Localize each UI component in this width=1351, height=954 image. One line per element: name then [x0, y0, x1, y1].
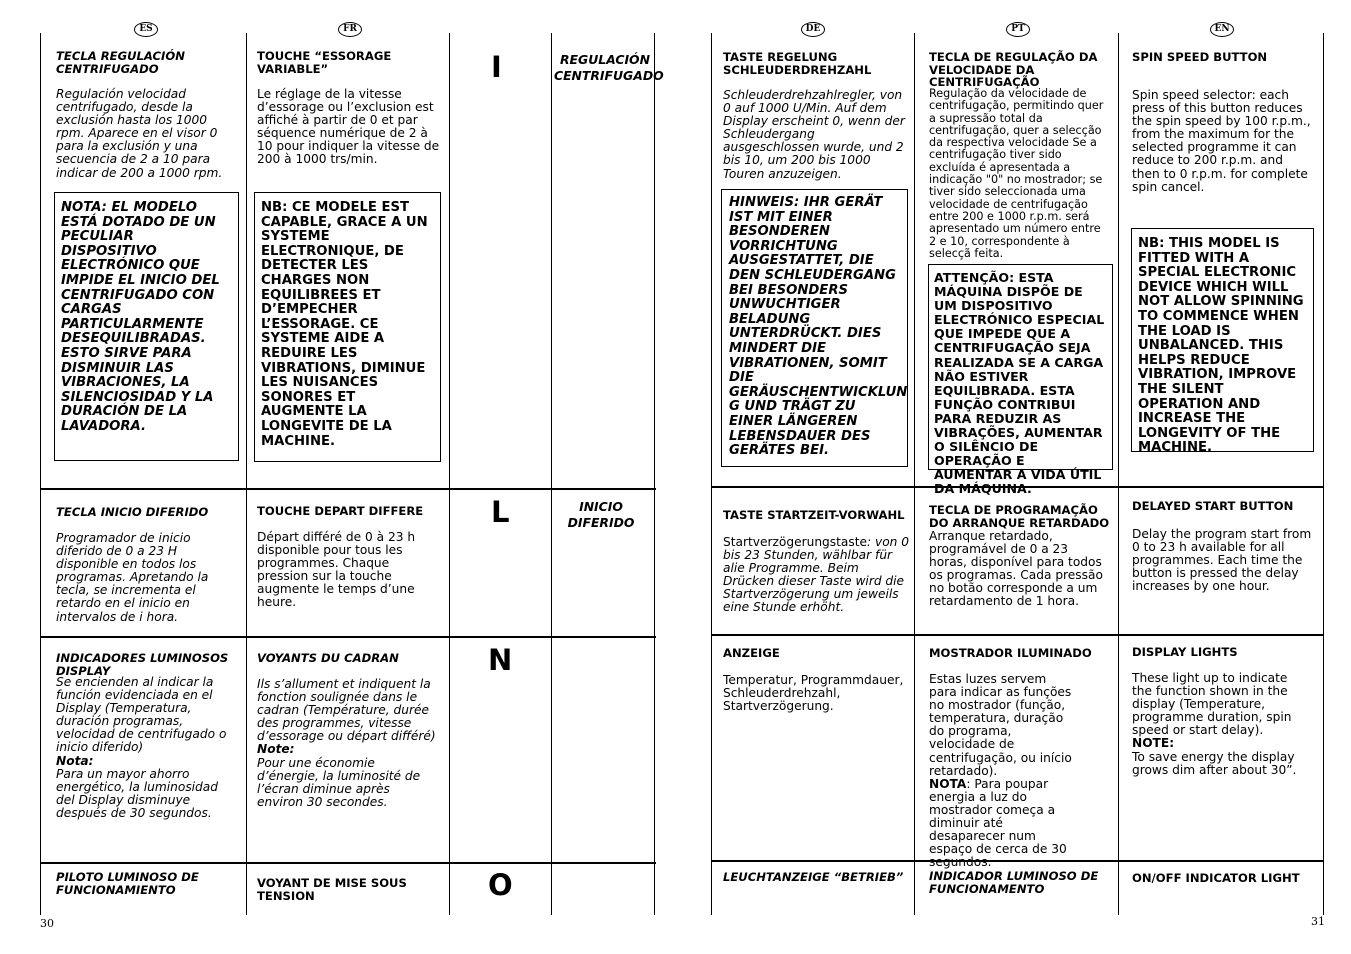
language-badge-de: DE [801, 22, 825, 37]
es-display-note: Para un mayor ahorro energético, la luminosidad del Display disminuye después de 30 segundos. [56, 766, 218, 820]
fr-delay-text: Départ différé de 0 à 23 h disponible pour tous les programmes. Chaque pression sur la touche augmente le temps d’une heure. [257, 530, 416, 610]
fr-display-text: Ils s’allument et indiquent la fonction soulignée dans le cadran (Température, durée des programmes, vitesse d’essorage ou départ différé) [257, 677, 436, 744]
pt-display-note: : Para poupar energia a luz do mostrador começa a diminuir até desaparecer num espaço de cerca de 30 segundos. [929, 776, 1067, 870]
en-display-text: These light up to indicate the function shown in the display (Temperature, programme duration, spin speed or start delay). [1132, 671, 1292, 738]
fr-display-note: Pour une économie d’énergie, la luminosité de l’écran diminue après environ 30 secondes. [257, 755, 421, 809]
pt-display-note-label: NOTA [929, 776, 967, 791]
fr-spin-title: TOUCHE “ESSORAGE VARIABLE” [257, 49, 392, 76]
en-delay-text: Delay the program start from 0 to 23 h available for all programmes. Each time the button is pressed the delay increases by one hour. [1132, 527, 1312, 594]
de-display-text: Temperatur, Programmdauer, Schleuderdrehzahl, Startverzögerung. [723, 673, 904, 714]
de-spin-title: TASTE REGELUNG SCHLEUDERDREHZAHL [723, 50, 872, 77]
code-letter-i: I [491, 50, 502, 84]
es-onoff-title: PILOTO LUMINOSO DE FUNCIONAMIENTO [56, 870, 199, 897]
de-delay-title: TASTE STARTZEIT-VORWAHL [723, 508, 905, 522]
de-display-title: ANZEIGE [723, 646, 780, 660]
language-badge-en: EN [1210, 22, 1234, 37]
fr-delay-title: TOUCHE DEPART DIFFERE [257, 504, 424, 518]
fr-spin-text: Le réglage de la vitesse d’essorage ou l’exclusion est affiché à partir de 0 et par séquence numérique de 2 à 10 pour indiquer la vitesse de 200 à 1000 trs/min. [257, 87, 440, 167]
code-letter-n: N [488, 643, 513, 677]
en-display-block [1132, 672, 1308, 777]
pt-delay-text: Arranque retardado, programável de 0 a 23 horas, disponível para todos os programas. Cada pressão no botão corresponde a um retardamento de 1 hora. [929, 529, 1103, 609]
page-number-left: 30 [40, 917, 54, 930]
de-delay-text-a: Startverzögerungstaste [723, 535, 868, 549]
pt-display-title: MOSTRADOR ILUMINADO [929, 646, 1092, 660]
page-number-right: 31 [1311, 915, 1325, 928]
code-letter-l: L [491, 495, 510, 529]
en-display-note-label: NOTE: [1132, 736, 1175, 751]
pt-spin-note: ATTENÇÃO: ESTA MÁQUINA DISPÕE DE UM DISPOSITIVO ELECTRÓNICO ESPECIAL QUE IMPEDE QUE A CENTRIFUGAÇÃO SEJA REALIZADA SE A CARGA NÃO ESTIVER EQUILIBRADA. ESTA FUNÇÃO CONTRIBUI PARA REDUZIR AS VIBRAÇÕES, AUMENTAR O SILÊNCIO DE OPERAÇÃO E AUMENTAR A VIDA ÚTIL DA MÁQUINA. [928, 264, 1113, 470]
fr-onoff-title: VOYANT DE MISE SOUS TENSION [257, 876, 407, 903]
language-badge-es: ES [134, 22, 158, 37]
pt-onoff-title: INDICADOR LUMINOSO DE FUNCIONAMENTO [929, 869, 1099, 896]
es-delay-title: TECLA INICIO DIFERIDO [56, 505, 209, 519]
pt-spin-text: Regulação da velocidade de centrifugação, permitindo quer a supressão total da centrifugação, quer a selecção da respectiva velocidade Se a centrifugação tiver sido excluída é apresentada a indicação "0" no mostrador; se tiver sido seleccionada uma velocidade de centrifugação entre 200 e 1000 r.p.m. será apresentado um número entre 2 e 10, correspondente à selecçã feita. [929, 87, 1104, 260]
language-badge-pt: PT [1006, 22, 1030, 37]
fr-spin-note: NB: CE MODELE EST CAPABLE, GRACE A UN SYSTEME ELECTRONIQUE, DE DETECTER LES CHARGES NON EQUILIBREES ET D’EMPECHER L’ESSORAGE. CE SYSTEME AIDE A REDUIRE LES VIBRATIONS, DIMINUE LES NUISANCES SONORES ET AUGMENTE LA LONGEVITE DE LA MACHINE. [254, 192, 441, 462]
language-badge-fr: FR [338, 22, 362, 37]
en-display-title: DISPLAY LIGHTS [1132, 645, 1238, 659]
es-spin-title: TECLA REGULACIÓN CENTRIFUGADO [56, 49, 185, 76]
en-onoff-title: ON/OFF INDICATOR LIGHT [1132, 871, 1300, 885]
de-spin-text: Schleuderdrehzahlregler, von 0 auf 1000 U/Min. Auf dem Display erscheint 0, wenn der Schleudergang ausgeschlossen wurde, und 2 bis 10, um 200 bis 1000 Touren anzuzeigen. [723, 88, 905, 181]
pt-display-block [929, 673, 1077, 869]
fr-display-block [257, 678, 439, 809]
de-onoff-title: LEUCHTANZEIGE “BETRIEB” [723, 870, 904, 884]
pt-display-text: Estas luzes servem para indicar as funções no mostrador (função, temperatura, duração do programa, velocidade de centrifugação, ou início retardado). [929, 672, 1072, 778]
en-display-note: To save energy the display grows dim after about 30”. [1132, 749, 1297, 777]
es-display-note-label: Nota: [56, 753, 94, 768]
fr-display-note-label: Note: [257, 742, 295, 757]
es-display-block [56, 676, 232, 820]
de-spin-note: HINWEIS: IHR GERÄT IST MIT EINER BESONDEREN VORRICHTUNG AUSGESTATTET, DIE DEN SCHLEUDERGANG BEI BESONDERS UNWUCHTIGER BELADUNG UNTERDRÜCKT. DIES MINDERT DIE VIBRATIONEN, SOMIT DIE GERÄUSCHENTWICKLUN G UND TRÄGT ZU EINER LÄNGEREN LEBENSDAUER DES GERÄTES BEI. [721, 189, 908, 467]
en-delay-title: DELAYED START BUTTON [1132, 499, 1294, 513]
pt-spin-title: TECLA DE REGULAÇÃO DA VELOCIDADE DA CENTRIFUGAÇÃO [929, 50, 1098, 89]
es-delay-text: Programador de inicio diferido de 0 a 23 H disponible en todos los programas. Apretando la tecla, se incrementa el retardo en el inicio en intervalos de i hora. [56, 531, 209, 624]
side-label-spin: REGULACIÓN CENTRIFUGADO [554, 52, 664, 83]
en-spin-note: NB: THIS MODEL IS FITTED WITH A SPECIAL ELECTRONIC DEVICE WHICH WILL NOT ALLOW SPINNING TO COMMENCE WHEN THE LOAD IS UNBALANCED. THIS HELPS REDUCE VIBRATION, IMPROVE THE SILENT OPERATION AND INCREASE THE LONGEVITY OF THE MACHINE. [1131, 228, 1314, 452]
de-delay-block [723, 536, 910, 615]
en-spin-title: SPIN SPEED BUTTON [1132, 50, 1268, 64]
es-spin-note: NOTA: EL MODELO ESTÁ DOTADO DE UN PECULIAR DISPOSITIVO ELECTRÓNICO QUE IMPIDE EL INICIO DEL CENTRIFUGADO CON CARGAS PARTICULARMENTE DESEQUILIBRADAS. ESTO SIRVE PARA DISMINUIR LAS VIBRACIONES, LA SILENCIOSIDAD Y LA DURACIÓN DE LA LAVADORA. [54, 192, 239, 461]
code-letter-o: O [488, 868, 513, 902]
pt-delay-title: TECLA DE PROGRAMAÇÃO DO ARRANQUE RETARDADO [929, 503, 1110, 530]
fr-display-title: VOYANTS DU CADRAN [257, 651, 399, 665]
es-spin-text: Regulación velocidad centrifugado, desde la exclusión hasta los 1000 rpm. Aparece en el visor 0 para la exclusión y una secuencia de 2 a 10 para indicar de 200 a 1000 rpm. [56, 87, 223, 180]
side-label-delay: INICIO DIFERIDO [567, 499, 635, 530]
de-delay-text-b: : von 0 bis 23 Stunden, wählbar für alie Programme. Beim Drücken dieser Taste wird die Startverzögerung um jeweils eine Stunde erhöht. [723, 535, 910, 615]
en-spin-text: Spin speed selector: each press of this button reduces the spin speed by 100 r.p.m., from the maximum for the selected programme it can reduce to 200 r.p.m. and then to 0 r.p.m. for complete spin cancel. [1132, 88, 1311, 194]
es-display-text: Se encienden al indicar la función evidenciada en el Display (Temperatura, duración programas, velocidad de centrifugado o inicio diferido) [56, 675, 227, 755]
es-display-title: INDICADORES LUMINOSOS DISPLAY [56, 651, 229, 678]
